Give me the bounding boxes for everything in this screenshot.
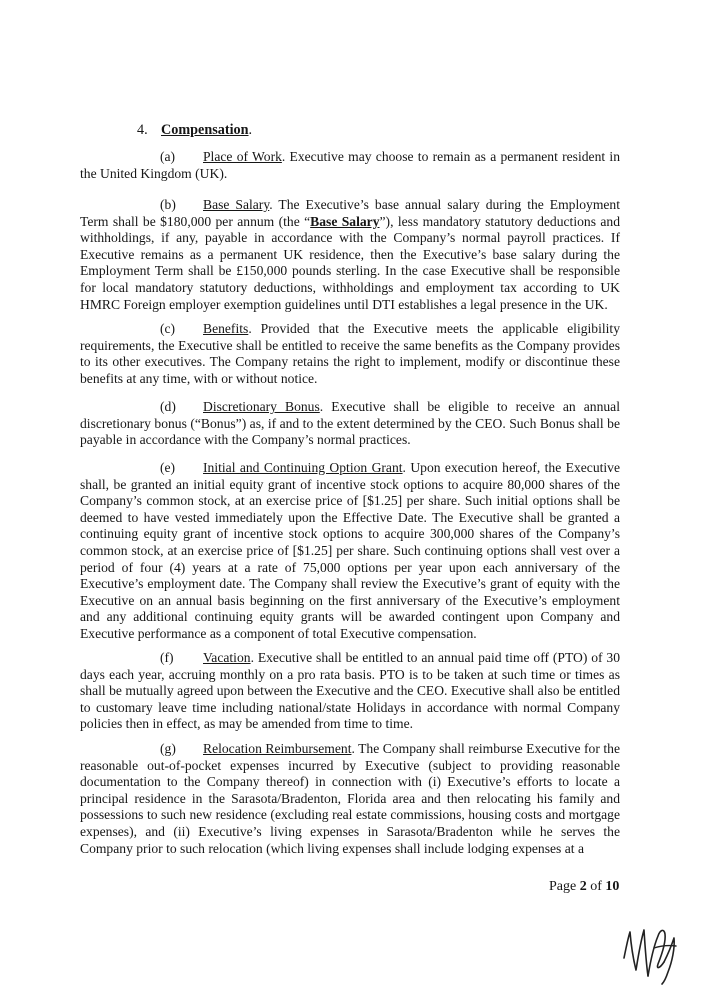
page-number-footer [549, 878, 619, 896]
section-title: Compensation [161, 122, 249, 138]
paragraph-vacation [80, 650, 620, 733]
page-number: 2 [579, 879, 587, 894]
paragraph-label: (c) [160, 321, 176, 336]
paragraph-body: . Executive may choose to remain as a permanent resident in the United Kingdom (UK). [80, 149, 620, 181]
page-word: Page [549, 879, 577, 894]
paragraph-heading: Discretionary Bonus [203, 399, 320, 414]
section-number: 4. [137, 122, 148, 138]
paragraph-option-grant [80, 460, 620, 643]
paragraph-body: . The Company shall reimburse Executive for the reasonable out-of-pocket expenses incurred by Executive (subject to providing reasonable documentation to the Company thereof) in connection with (i) Executive’s efforts to locate a principal residence in the Sarasota/Bradenton, Florida area and then relocating his family and possessions to such new residence (excluding real estate commissions, housing costs and mortgage expenses), and (ii) Executive’s living expenses in Sarasota/Bradenton while he serves the Company prior to such relocation (which living expenses shall include lodging expenses at a [80, 741, 620, 856]
section-heading [137, 121, 252, 139]
paragraph-label: (a) [160, 149, 176, 164]
paragraph-body-part-2: ”), less mandatory statutory deductions and withholdings, if any, payable in accordance with the Company’s normal payroll practices. If Executive remains as a permanent UK residence, then the Executive’s base salary during the Employment Term shall be £150,000 pounds sterling. In the case Executive shall be responsible for local mandatory statutory deductions, withholdings and employment tax according to UK HMRC Foreign employer exemption guidelines until DTI establishes a legal presence in the UK. [80, 213, 620, 312]
paragraph-benefits [80, 321, 620, 387]
paragraph-label: (b) [160, 197, 176, 212]
paragraph-label: (f) [160, 650, 174, 665]
defined-term-base-salary: Base Salary [310, 213, 380, 229]
paragraph-relocation [80, 741, 620, 857]
section-title-suffix: . [248, 122, 253, 138]
paragraph-body: . Provided that the Executive meets the applicable eligibility requirements, the Executive shall be entitled to receive the same benefits as the Company provides to its other executives. The Company retains the right to implement, modify or discontinue these benefits at any time, with or without notice. [80, 321, 620, 386]
paragraph-heading: Benefits [203, 321, 249, 336]
paragraph-place-of-work [80, 149, 620, 182]
paragraph-body: . Executive shall be entitled to an annual paid time off (PTO) of 30 days each year, accruing monthly on a pro rata basis. PTO is to be taken at such time or times as shall be mutually agreed upon between the Executive and the CEO. Executive shall also be entitled to customary leave time including national/state Holidays in accordance with normal Company policies then in effect, as may be amended from time to time. [80, 650, 620, 732]
paragraph-body-part-1: . The Executive’s base annual salary during the Employment Term shall be $180,000 per annum (the “ [80, 197, 621, 229]
total-pages: 10 [605, 879, 620, 894]
of-word: of [590, 879, 602, 894]
paragraph-heading: Place of Work [203, 149, 282, 164]
paragraph-body: . Upon execution hereof, the Executive shall, be granted an initial equity grant of incentive stock options to acquire 80,000 shares of the Company’s common stock, at an exercise price of [$1.25] per share. Such initial options shall be deemed to have vested immediately upon the Effective Date. The Executive shall be granted a continuing equity grant of incentive stock options to acquire 300,000 shares of the Company’s common stock, at an exercise price of [$1.25] per share. Such continuing options shall vest over a period of four (4) years at a rate of 75,000 options per year upon each anniversary of the Executive’s employment date. The Company shall review the Executive’s grant of equity with the Executive on an annual basis beginning on the first anniversary of the Executive’s employment and any additional continuing equity grants will be awarded contingent upon Company and Executive performance as a component of total Executive compensation. [80, 460, 621, 641]
paragraph-heading: Initial and Continuing Option Grant [203, 460, 403, 475]
paragraph-discretionary-bonus [80, 399, 620, 449]
handwritten-initials-icon [618, 918, 680, 986]
paragraph-heading: Relocation Reimbursement [203, 741, 352, 756]
paragraph-heading: Vacation [203, 650, 251, 665]
paragraph-label: (d) [160, 399, 176, 414]
paragraph-label: (g) [160, 741, 176, 756]
paragraph-heading: Base Salary [203, 197, 270, 212]
paragraph-label: (e) [160, 460, 176, 475]
paragraph-base-salary [80, 197, 620, 313]
paragraph-body: . Executive shall be eligible to receive an annual discretionary bonus (“Bonus”) as, if and to the extent determined by the CEO. Such Bonus shall be payable in accordance with the Company’s normal practices. [80, 399, 620, 448]
